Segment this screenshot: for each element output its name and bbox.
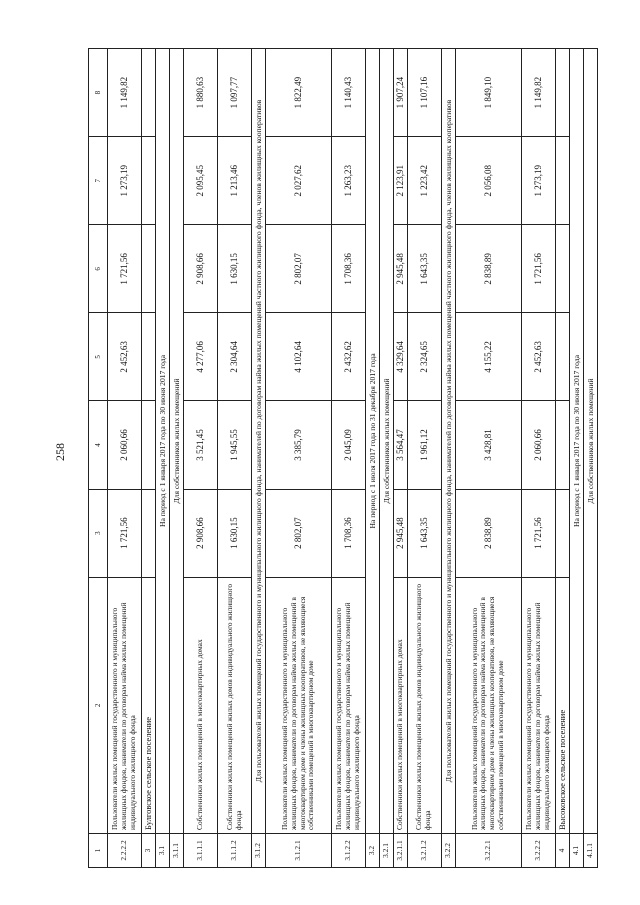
row-description: Пользователи жилых помещений государственного и муниципального жилищных фондов, наниматели по договорам найма жилых помещений индивидуального жилищного фонда xyxy=(108,577,142,833)
tariff-value: 2 908,66 xyxy=(184,225,218,313)
tariff-value: 1 630,15 xyxy=(218,489,252,577)
row-number: 2.2.2.2 xyxy=(108,833,142,867)
tariff-value: 2 324,65 xyxy=(407,313,441,401)
tariff-value: 1 263,23 xyxy=(332,137,366,225)
tariff-value: 2 452,63 xyxy=(521,313,555,401)
period-row xyxy=(569,49,583,868)
tariff-value: 2 027,62 xyxy=(266,137,332,225)
table-row xyxy=(108,49,142,868)
tariff-value: 4 277,06 xyxy=(184,313,218,401)
row-number: 3.2.1 xyxy=(380,833,394,867)
row-number: 3.2.2.2 xyxy=(521,833,555,867)
tariff-value: 1 945,55 xyxy=(218,401,252,489)
tariff-value: 1 630,15 xyxy=(218,225,252,313)
tariff-value: 2 432,62 xyxy=(332,313,366,401)
tariff-value: 1 880,63 xyxy=(184,49,218,137)
tariff-value: 1 213,46 xyxy=(218,137,252,225)
row-number: 3.1.2.1 xyxy=(266,833,332,867)
row-number: 3.2.2 xyxy=(441,833,455,867)
tariff-value: 2 123,91 xyxy=(394,137,408,225)
tariff-table xyxy=(88,48,598,868)
table-row xyxy=(455,49,521,868)
tariff-value: 2 095,45 xyxy=(184,137,218,225)
period-row xyxy=(441,49,455,868)
empty-cell xyxy=(142,401,156,489)
column-header: 5 xyxy=(89,313,108,401)
tariff-value: 3 564,47 xyxy=(394,401,408,489)
tariff-value: 2 802,07 xyxy=(266,489,332,577)
empty-cell xyxy=(142,137,156,225)
empty-cell xyxy=(555,313,569,401)
tariff-value: 4 329,64 xyxy=(394,313,408,401)
empty-cell xyxy=(142,489,156,577)
row-number: 3.1.1.2 xyxy=(218,833,252,867)
empty-cell xyxy=(555,401,569,489)
tariff-value: 1 149,82 xyxy=(108,49,142,137)
row-number: 3.1.2 xyxy=(252,833,266,867)
settlement-name: Высоковское сельское поселение xyxy=(555,577,569,833)
tariff-value: 4 155,22 xyxy=(455,313,521,401)
tariff-value: 1 273,19 xyxy=(108,137,142,225)
column-header: 2 xyxy=(89,577,108,833)
tariff-value: 1 708,36 xyxy=(332,489,366,577)
tariff-value: 1 708,36 xyxy=(332,225,366,313)
tariff-value: 4 102,64 xyxy=(266,313,332,401)
rotated-table-container xyxy=(88,48,595,868)
tariff-value: 3 385,79 xyxy=(266,401,332,489)
tariff-value: 1 721,56 xyxy=(108,489,142,577)
row-description: Собственники жилых помещений в многоквартирных домах xyxy=(394,577,408,833)
tariff-value: 1 140,43 xyxy=(332,49,366,137)
row-number: 3.2.2.1 xyxy=(455,833,521,867)
tariff-value: 2 045,09 xyxy=(332,401,366,489)
tariff-value: 2 056,08 xyxy=(455,137,521,225)
column-header: 6 xyxy=(89,225,108,313)
row-description: Собственники жилых помещений в многоквартирных домах xyxy=(184,577,218,833)
section-heading: На период с 1 января 2017 года по 30 июня 2017 года xyxy=(569,49,583,834)
row-number: 3.2 xyxy=(366,833,380,867)
tariff-value: 1 822,49 xyxy=(266,49,332,137)
period-row xyxy=(170,49,184,868)
row-description: Пользователи жилых помещений государственного и муниципального жилищных фондов, наниматели по договорам найма жилых помещений индивидуального жилищного фонда xyxy=(521,577,555,833)
period-row xyxy=(366,49,380,868)
tariff-value: 2 802,07 xyxy=(266,225,332,313)
row-description: Собственники жилых помещений жилых домов индивидуального жилищного фонда xyxy=(407,577,441,833)
tariff-value: 2 838,89 xyxy=(455,225,521,313)
tariff-value: 1 643,35 xyxy=(407,489,441,577)
table-row xyxy=(266,49,332,868)
tariff-value: 2 945,48 xyxy=(394,225,408,313)
table-row xyxy=(407,49,441,868)
row-number: 4 xyxy=(555,833,569,867)
settlement-row xyxy=(555,49,569,868)
row-description: Пользователи жилых помещений государственного и муниципального жилищных фондов, наниматели по договорам найма жилых помещений в многоквартирном доме и члены жилищных кооперативов, не являющиеся собственниками помещений в многоквартирном доме xyxy=(266,577,332,833)
tariff-value: 1 107,16 xyxy=(407,49,441,137)
settlement-row xyxy=(142,49,156,868)
tariff-value: 2 908,66 xyxy=(184,489,218,577)
column-header: 3 xyxy=(89,489,108,577)
tariff-value: 2 452,63 xyxy=(108,313,142,401)
tariff-value: 1 721,56 xyxy=(108,225,142,313)
row-number: 3.2.1.1 xyxy=(394,833,408,867)
section-heading: Для собственников жилых помещений xyxy=(583,49,597,834)
section-heading: Для пользователей жилых помещений государственного и муниципального жилищного фонда, нанимателей по договорам найма жилых помещений частного жилищного фонда, членов жилищных кооперативов xyxy=(252,49,266,834)
period-row xyxy=(380,49,394,868)
row-number: 3.1.2.2 xyxy=(332,833,366,867)
table-row xyxy=(521,49,555,868)
period-row xyxy=(583,49,597,868)
tariff-value: 1 849,10 xyxy=(455,49,521,137)
empty-cell xyxy=(142,49,156,137)
tariff-value: 1 643,35 xyxy=(407,225,441,313)
empty-cell xyxy=(555,489,569,577)
page-number: 258 xyxy=(53,443,67,461)
section-heading: Для собственников жилых помещений xyxy=(380,49,394,834)
row-number: 3.1.1 xyxy=(170,833,184,867)
settlement-name: Булговское сельское поселение xyxy=(142,577,156,833)
section-heading: Для собственников жилых помещений xyxy=(170,49,184,834)
tariff-value: 2 838,89 xyxy=(455,489,521,577)
empty-cell xyxy=(142,313,156,401)
column-header: 4 xyxy=(89,401,108,489)
table-row xyxy=(184,49,218,868)
row-number: 3 xyxy=(142,833,156,867)
tariff-value: 1 149,82 xyxy=(521,49,555,137)
tariff-value: 1 961,12 xyxy=(407,401,441,489)
row-description: Собственники жилых помещений жилых домов индивидуального жилищного фонда xyxy=(218,577,252,833)
tariff-value: 3 428,81 xyxy=(455,401,521,489)
column-header: 8 xyxy=(89,49,108,137)
tariff-value: 2 304,64 xyxy=(218,313,252,401)
tariff-value: 1 223,42 xyxy=(407,137,441,225)
table-body xyxy=(108,49,598,868)
tariff-value: 1 273,19 xyxy=(521,137,555,225)
tariff-value: 2 060,66 xyxy=(521,401,555,489)
section-heading: На период с 1 июля 2017 года по 31 декабря 2017 года xyxy=(366,49,380,834)
column-header: 1 xyxy=(89,833,108,867)
tariff-value: 2 060,66 xyxy=(108,401,142,489)
empty-cell xyxy=(555,49,569,137)
table-row xyxy=(332,49,366,868)
tariff-value: 1 721,56 xyxy=(521,489,555,577)
tariff-value: 1 721,56 xyxy=(521,225,555,313)
row-description: Пользователи жилых помещений государственного и муниципального жилищных фондов, наниматели по договорам найма жилых помещений индивидуального жилищного фонда xyxy=(332,577,366,833)
period-row xyxy=(156,49,170,868)
tariff-value: 1 097,77 xyxy=(218,49,252,137)
tariff-value: 2 945,48 xyxy=(394,489,408,577)
empty-cell xyxy=(555,225,569,313)
row-number: 3.1.1.1 xyxy=(184,833,218,867)
column-header: 7 xyxy=(89,137,108,225)
column-header-row xyxy=(89,49,108,868)
section-heading: На период с 1 января 2017 года по 30 июня 2017 года xyxy=(156,49,170,834)
empty-cell xyxy=(555,137,569,225)
table-row xyxy=(394,49,408,868)
tariff-value: 1 907,24 xyxy=(394,49,408,137)
row-description: Пользователи жилых помещений государственного и муниципального жилищных фондов, наниматели по договорам найма жилых помещений в многоквартирном доме и члены жилищных кооперативов, не являющиеся собственниками помещений в многоквартирном доме xyxy=(455,577,521,833)
table-row xyxy=(218,49,252,868)
period-row xyxy=(252,49,266,868)
row-number: 4.1.1 xyxy=(583,833,597,867)
empty-cell xyxy=(142,225,156,313)
tariff-value: 3 521,45 xyxy=(184,401,218,489)
row-number: 4.1 xyxy=(569,833,583,867)
row-number: 3.2.1.2 xyxy=(407,833,441,867)
section-heading: Для пользователей жилых помещений государственного и муниципального жилищного фонда, нанимателей по договорам найма жилых помещений частного жилищного фонда, членов жилищных кооперативов xyxy=(441,49,455,834)
row-number: 3.1 xyxy=(156,833,170,867)
